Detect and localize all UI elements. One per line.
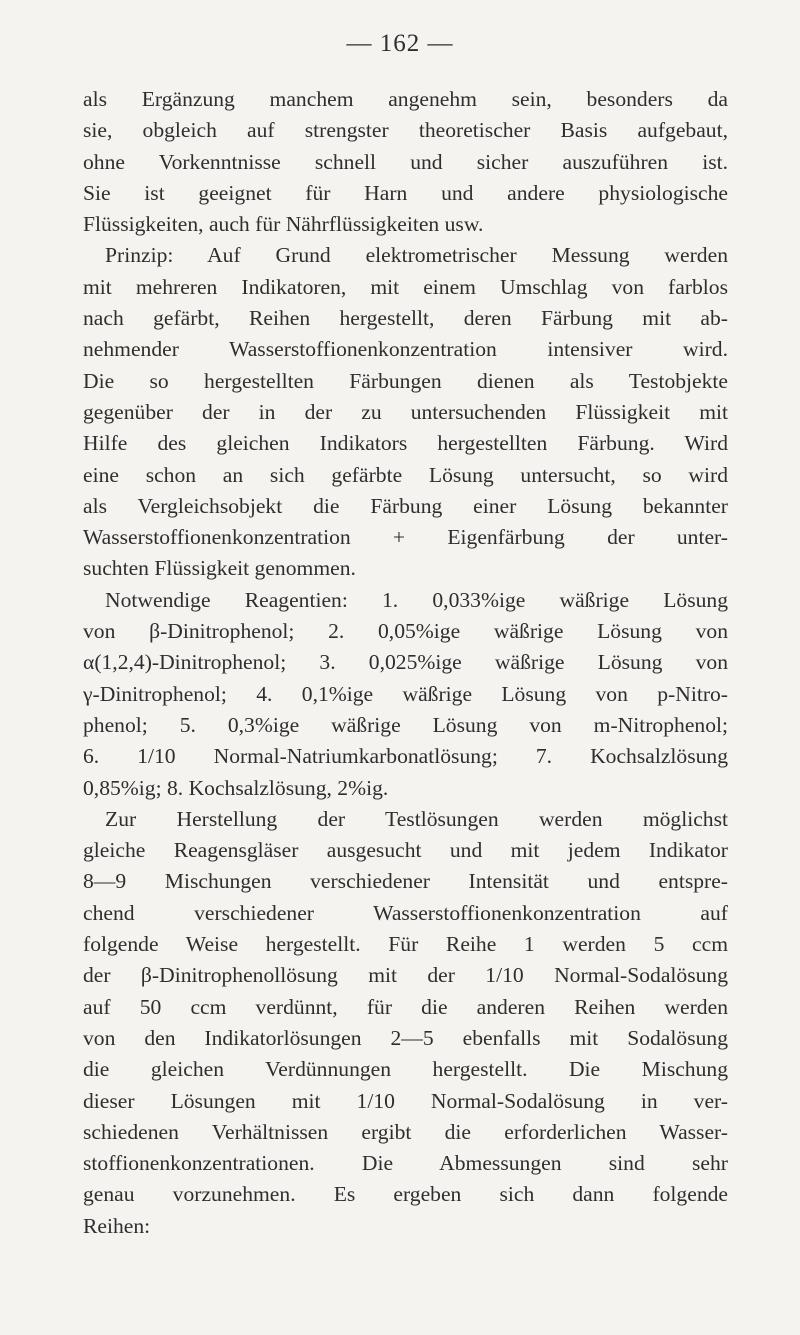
- prinzip-paragraph: [83, 240, 728, 584]
- body-text: [83, 84, 728, 1242]
- text-line: als Ergänzung manchem angenehm sein, besonders da: [83, 87, 728, 111]
- text-line: folgende Weise hergestellt. Für Reihe 1 werden 5 ccm: [83, 932, 728, 957]
- text-line: γ-Dinitrophenol; 4. 0,1%ige wäßrige Lösung von p-Nitro-: [83, 681, 728, 706]
- text-line: phenol; 5. 0,3%ige wäßrige Lösung von m-Nitrophenol;: [83, 712, 728, 737]
- text-line: gegenüber der in der zu untersuchenden Flüssigkeit mit: [83, 399, 728, 424]
- text-line: ohne Vorkenntnisse schnell und sicher auszuführen ist.: [83, 149, 728, 174]
- text-line: eine schon an sich gefärbte Lösung untersucht, so wird: [83, 462, 728, 487]
- text-line: der β-Dinitrophenollösung mit der 1/10 Normal-Sodalösung: [83, 963, 728, 988]
- text-line: 8—9 Mischungen verschiedener Intensität und entspre-: [83, 869, 728, 894]
- page-number: — 162 —: [346, 30, 454, 57]
- herstellung-paragraph: [83, 804, 728, 1242]
- text-line: Hilfe des gleichen Indikators hergestellten Färbung. Wird: [83, 431, 728, 456]
- text-line: suchten Flüssigkeit genommen.: [83, 556, 356, 581]
- text-line: genau vorzunehmen. Es ergeben sich dann folgende: [83, 1182, 728, 1207]
- reagentien-paragraph: [83, 585, 728, 804]
- text-line: Die so hergestellten Färbungen dienen als Testobjekte: [83, 368, 728, 393]
- text-line: α(1,2,4)-Dinitrophenol; 3. 0,025%ige wäßrige Lösung von: [83, 650, 728, 675]
- text-line: Reihen:: [83, 1213, 151, 1238]
- text-line: Flüssigkeiten, auch für Nährflüssigkeiten usw.: [83, 212, 484, 237]
- text-line: Sie ist geeignet für Harn und andere physiologische: [83, 180, 728, 205]
- text-line: Zur Herstellung der Testlösungen werden möglichst: [105, 806, 728, 831]
- text-line: als Vergleichsobjekt die Färbung einer Lösung bekannter: [83, 493, 728, 518]
- text-line: sie, obgleich auf strengster theoretischer Basis aufgebaut,: [83, 118, 728, 143]
- text-line: 6. 1/10 Normal-Natriumkarbonatlösung; 7. Kochsalzlösung: [83, 744, 728, 769]
- text-line: chend verschiedener Wasserstoffionenkonzentration auf: [83, 900, 728, 925]
- text-line: nehmender Wasserstoffionenkonzentration intensiver wird.: [83, 337, 728, 362]
- text-line: von β-Dinitrophenol; 2. 0,05%ige wäßrige Lösung von: [83, 619, 728, 644]
- intro-paragraph: [83, 84, 728, 240]
- text-line: Prinzip: Auf Grund elektrometrischer Messung werden: [105, 243, 728, 268]
- text-line: mit mehreren Indikatoren, mit einem Umschlag von farblos: [83, 274, 728, 299]
- text-line: die gleichen Verdünnungen hergestellt. Die Mischung: [83, 1057, 728, 1082]
- text-line: auf 50 ccm verdünnt, für die anderen Reihen werden: [83, 994, 728, 1019]
- text-line: schiedenen Verhältnissen ergibt die erforderlichen Wasser-: [83, 1119, 728, 1144]
- text-line: von den Indikatorlösungen 2—5 ebenfalls mit Sodalösung: [83, 1025, 728, 1050]
- text-line: gleiche Reagensgläser ausgesucht und mit jedem Indikator: [83, 838, 728, 863]
- text-line: Notwendige Reagentien: 1. 0,033%ige wäßrige Lösung: [105, 587, 728, 612]
- text-line: stoffionenkonzentrationen. Die Abmessungen sind sehr: [83, 1151, 728, 1176]
- text-line: 0,85%ig; 8. Kochsalzlösung, 2%ig.: [83, 775, 389, 800]
- text-line: nach gefärbt, Reihen hergestellt, deren Färbung mit ab-: [83, 306, 728, 331]
- text-line: Wasserstoffionenkonzentration + Eigenfärbung der unter-: [83, 525, 728, 550]
- text-line: dieser Lösungen mit 1/10 Normal-Sodalösung in ver-: [83, 1088, 728, 1113]
